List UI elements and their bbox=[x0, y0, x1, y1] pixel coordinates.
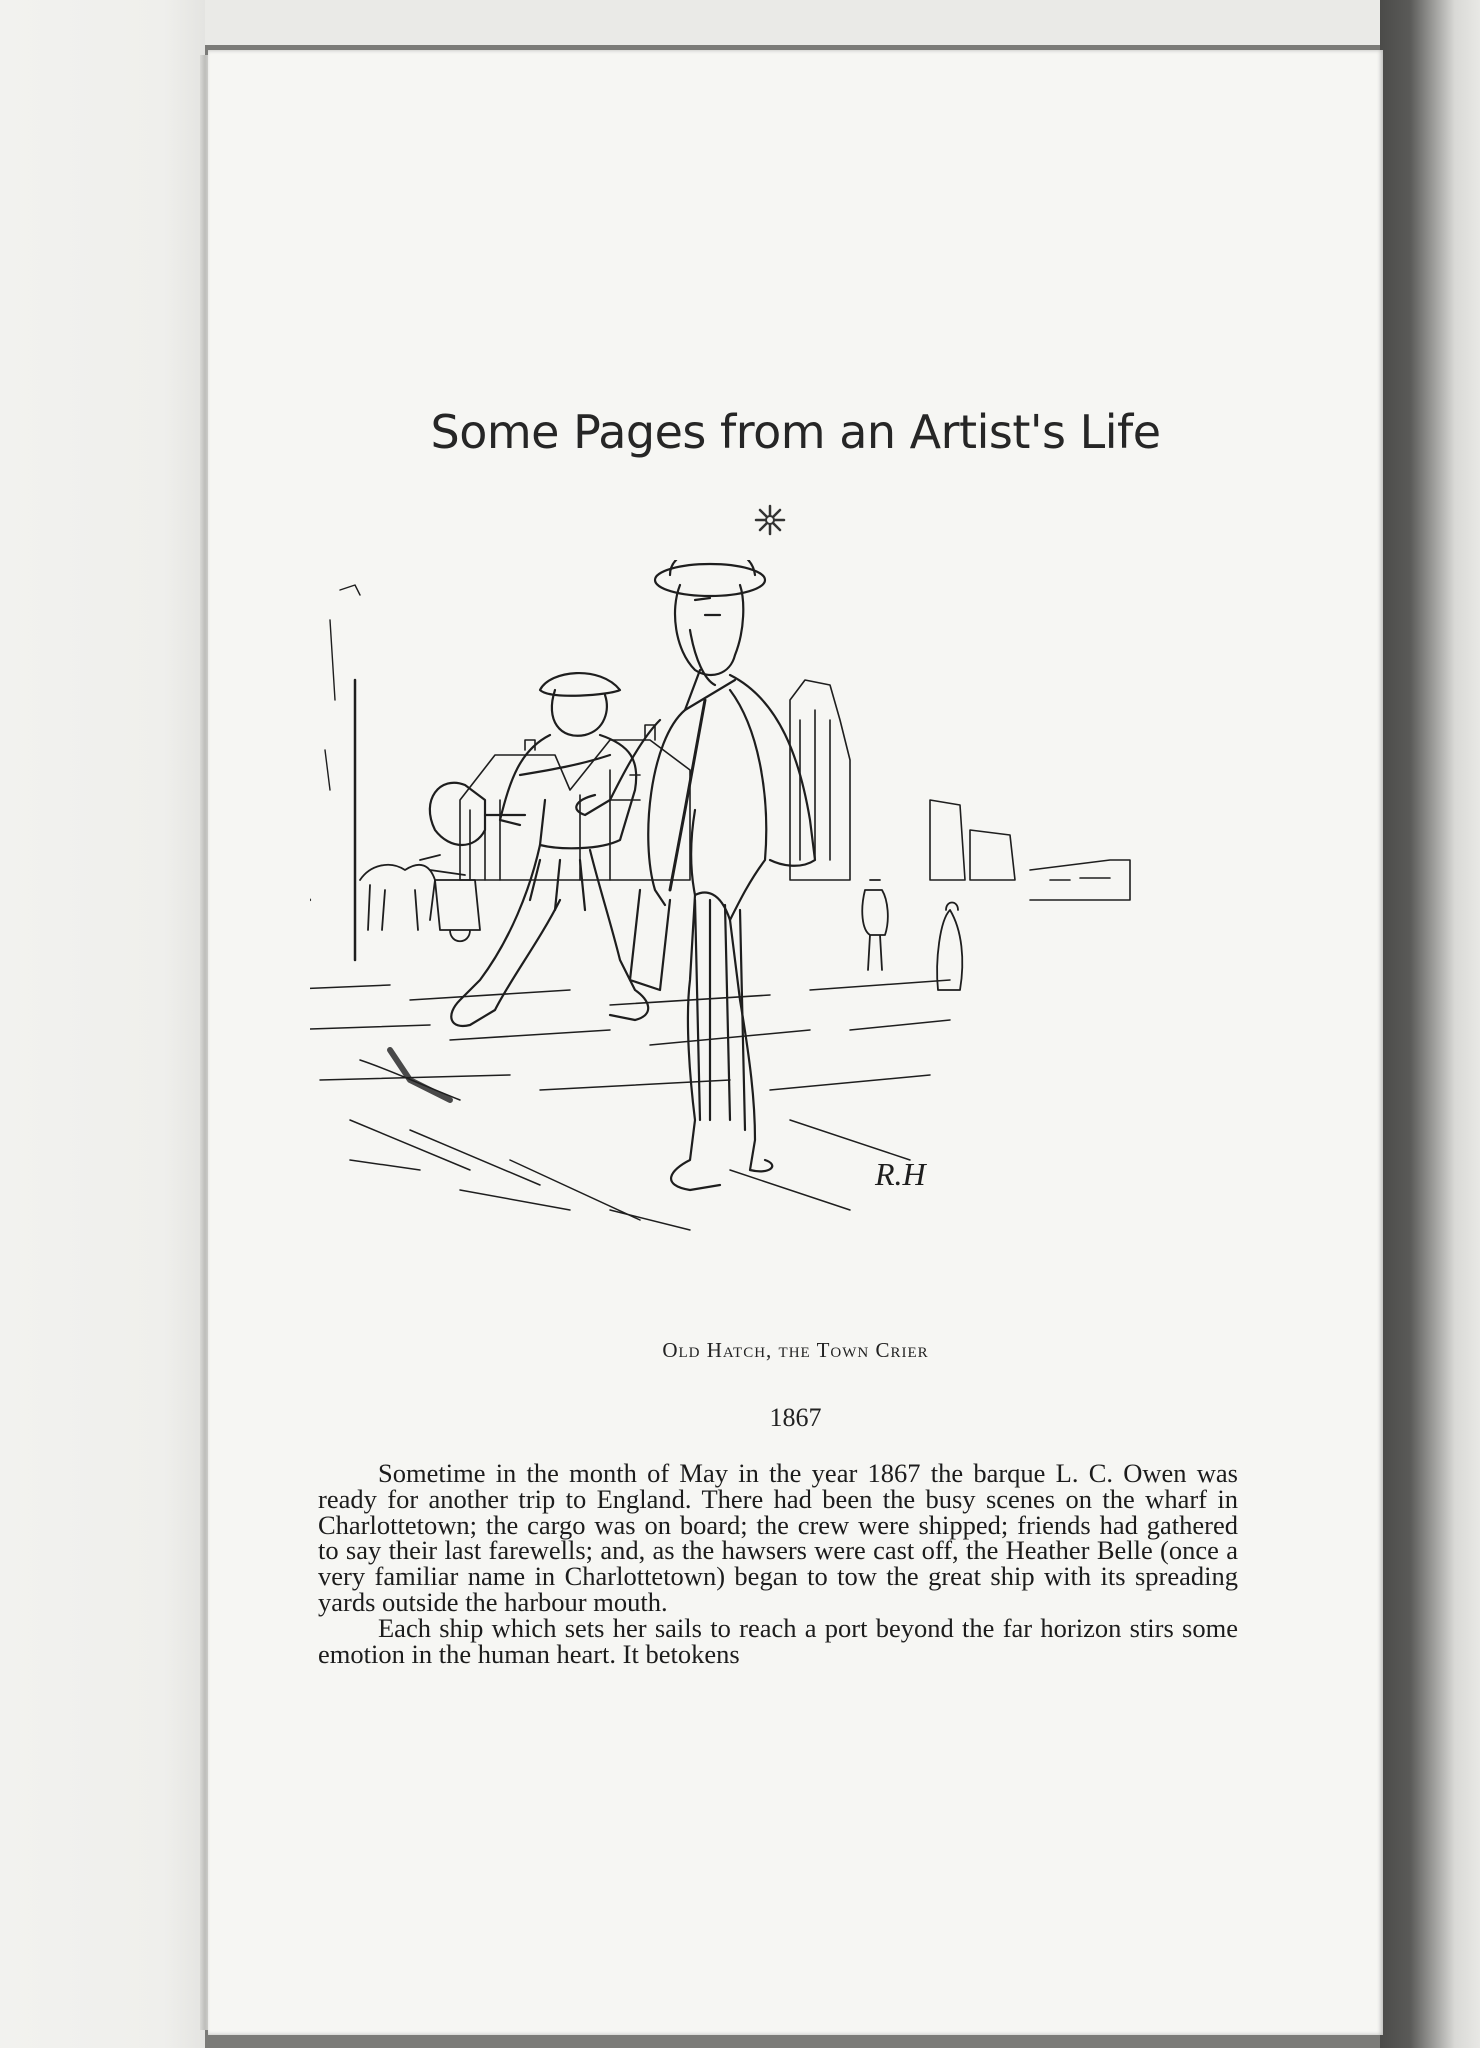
background-buildings bbox=[460, 680, 1130, 900]
horse-and-cart bbox=[360, 855, 480, 941]
town-crier-illustration bbox=[310, 560, 1220, 1300]
boy-with-bell bbox=[430, 673, 648, 1026]
paragraph-2: Each ship which sets her sails to reach a port beyond the far horizon stirs some emotion in the human heart. It betokens bbox=[318, 1612, 1238, 1669]
page-title: Some Pages from an Artist's Life bbox=[430, 405, 1161, 459]
asterisk-ornament-icon bbox=[750, 500, 790, 540]
paragraph-1: Sometime in the month of May in the year 1867 the barque L. C. Owen was ready for another trip to England. There had been the busy scenes on the wharf in Charlottetown; the cargo was on board; the crew were shipped; friends had gathered to say their last farewells; and, as the hawsers were cast off, the Heather Belle (once a very familiar name in Charlottetown) began to tow the great ship with its spreading yards outside the harbour mouth. bbox=[318, 1458, 1238, 1617]
left-page bbox=[0, 0, 205, 2048]
book-cover-edge bbox=[1380, 0, 1480, 2048]
background-figures bbox=[862, 880, 962, 990]
body-text bbox=[318, 1458, 1238, 1669]
ground-hatching bbox=[310, 980, 950, 1230]
illustration-signature: R.H bbox=[875, 1156, 926, 1192]
section-year-heading: 1867 bbox=[769, 1403, 822, 1432]
scan-background-top bbox=[0, 0, 1480, 45]
town-crier-man bbox=[576, 560, 815, 1190]
illustration-caption: Old Hatch, the Town Crier bbox=[662, 1338, 929, 1362]
